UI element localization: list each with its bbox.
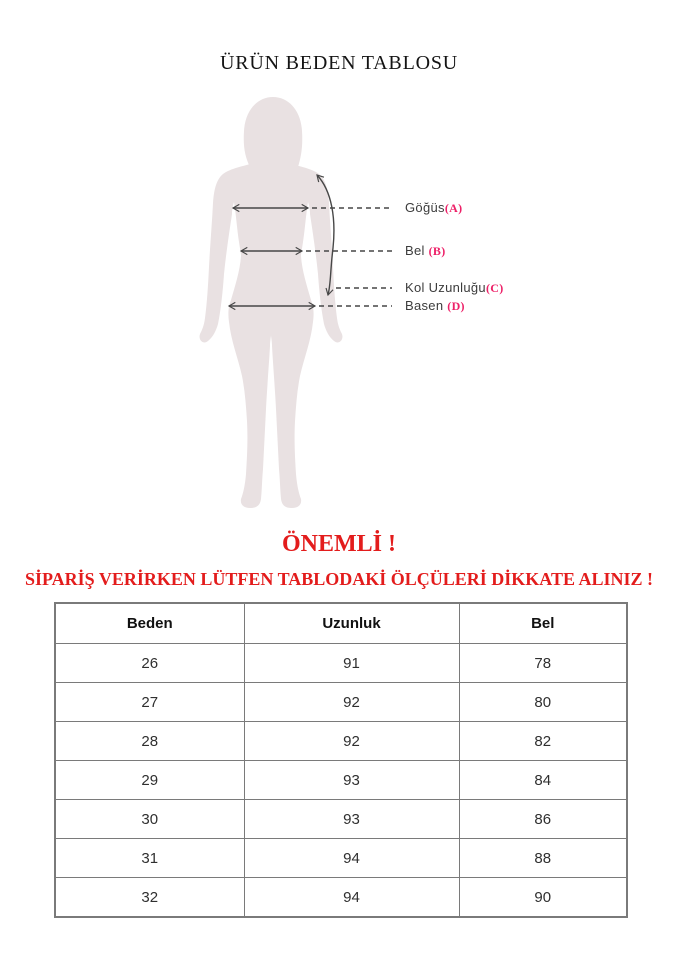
table-row [55, 683, 627, 722]
table-cell: 86 [459, 800, 627, 839]
chest-label-text: Göğüs [405, 200, 445, 215]
table-cell: 94 [244, 839, 459, 878]
table-row [55, 800, 627, 839]
page-title: ÜRÜN BEDEN TABLOSU [220, 52, 458, 74]
table-cell: 91 [244, 644, 459, 683]
table-row [55, 878, 627, 918]
table-cell: 90 [459, 878, 627, 918]
table-cell: 88 [459, 839, 627, 878]
size-table [54, 602, 628, 918]
col-header-uzunluk: Uzunluk [244, 603, 459, 644]
warning-subheading: SİPARİŞ VERİRKEN LÜTFEN TABLODAKİ ÖLÇÜLERİ DİKKATE ALINIZ ! [25, 569, 653, 589]
size-table-body [55, 644, 627, 918]
table-cell: 82 [459, 722, 627, 761]
waist-label [405, 243, 446, 259]
table-cell: 94 [244, 878, 459, 918]
silhouette-body [200, 145, 343, 508]
table-cell: 30 [55, 800, 244, 839]
chest-letter: (A) [444, 201, 463, 215]
hip-letter: (D) [447, 299, 465, 313]
table-cell: 28 [55, 722, 244, 761]
table-row [55, 644, 627, 683]
hip-label-text: Basen [405, 298, 448, 313]
table-cell: 78 [459, 644, 627, 683]
hip-label [405, 298, 465, 314]
table-cell: 92 [244, 722, 459, 761]
col-header-bel: Bel [459, 603, 627, 644]
col-header-beden: Beden [55, 603, 244, 644]
table-cell: 31 [55, 839, 244, 878]
waist-letter: (B) [428, 244, 446, 258]
size-table-header-row [55, 603, 627, 644]
table-cell: 27 [55, 683, 244, 722]
waist-label-text: Bel [405, 243, 429, 258]
table-cell: 84 [459, 761, 627, 800]
table-cell: 29 [55, 761, 244, 800]
arm-length-letter: (C) [485, 281, 504, 295]
table-row [55, 722, 627, 761]
table-cell: 93 [244, 800, 459, 839]
arm-length-label [405, 280, 504, 296]
body-measurement-diagram [0, 85, 460, 525]
table-cell: 26 [55, 644, 244, 683]
arm-length-label-text: Kol Uzunluğu [405, 280, 486, 295]
chest-label [405, 200, 462, 216]
warning-heading: ÖNEMLİ ! [282, 531, 396, 557]
table-row [55, 839, 627, 878]
table-cell: 32 [55, 878, 244, 918]
table-row [55, 761, 627, 800]
table-cell: 93 [244, 761, 459, 800]
female-silhouette [200, 97, 343, 508]
table-cell: 92 [244, 683, 459, 722]
table-cell: 80 [459, 683, 627, 722]
